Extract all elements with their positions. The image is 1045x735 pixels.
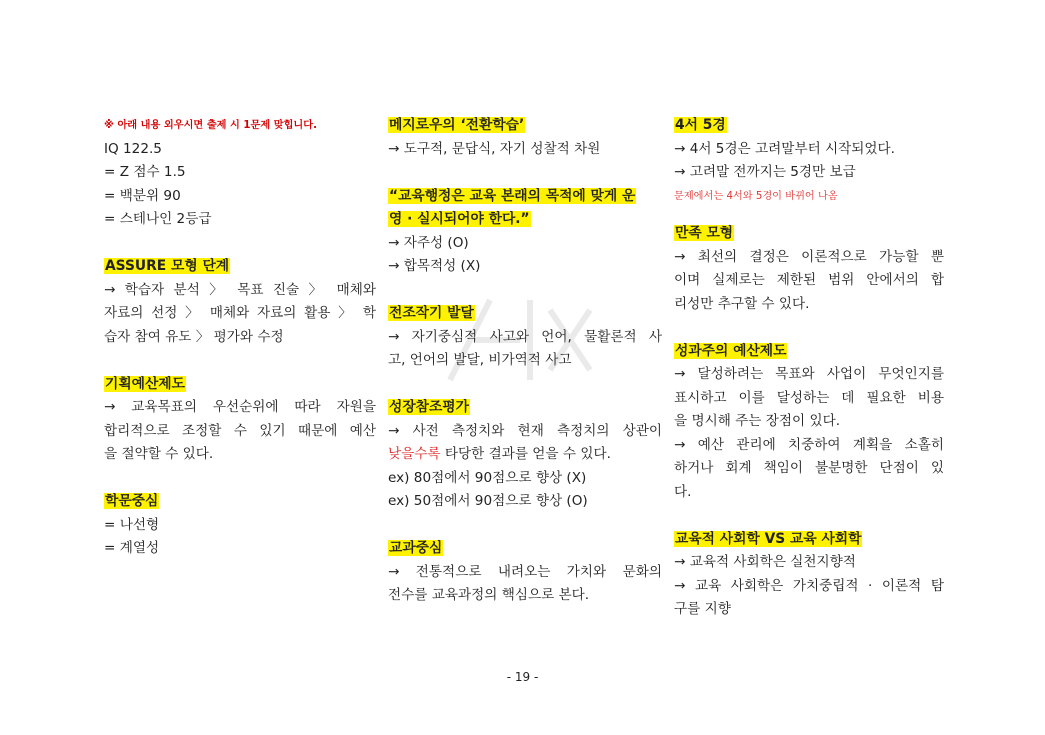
- sociology-line: → 교육 사회학은 가치중립적 · 이론적 탐: [674, 577, 944, 594]
- subject-line: 전수를 교육과정의 핵심으로 본다.: [388, 587, 590, 603]
- sociology-line: 구를 지향: [674, 601, 731, 617]
- section-heading: [388, 396, 662, 420]
- sixbooks-line: → 고려말 전까지는 5경만 보급: [674, 164, 856, 180]
- performance-heading: 성과주의 예산제도: [675, 342, 787, 359]
- growth-example: ex) 80점에서 90점으로 향상 (X): [388, 469, 587, 486]
- section-heading: [388, 302, 662, 326]
- growth-emphasis: 낮을수록: [388, 446, 441, 462]
- satisficing-heading: 만족 모형: [675, 225, 734, 241]
- sociology-line: → 교육적 사회학은 실천지향적: [674, 554, 856, 570]
- assure-heading: ASSURE 모형 단계: [105, 258, 230, 274]
- column-right: [674, 114, 944, 622]
- performance-line: → 예산 관리에 치중하여 계획을 소홀히: [674, 436, 944, 453]
- sixbooks-note: 문제에서는 4서와 5경이 바뀌어 나옴: [674, 190, 838, 202]
- assure-line: → 학습자 분석 〉 목표 진술 〉 매체와: [104, 281, 376, 298]
- discipline-line: = 나선형: [104, 516, 160, 533]
- preop-line: → 자기중심적 사고와 언어, 물활론적 사: [388, 328, 662, 345]
- page-number: - 19 -: [506, 670, 539, 684]
- quote-heading-line: [388, 208, 662, 232]
- section-heading: [104, 373, 376, 397]
- preop-line: 고, 언어의 발달, 비가역적 사고: [388, 352, 572, 368]
- satisficing-line: 리성만 추구할 수 있다.: [674, 295, 810, 312]
- section-heading: [674, 340, 944, 364]
- subject-line: → 전통적으로 내려오는 가치와 문화의: [388, 563, 662, 580]
- discipline-line: = 계열성: [104, 540, 160, 556]
- sixbooks-line: → 4서 5경은 고려말부터 시작되었다.: [674, 140, 896, 157]
- discipline-heading: 학문중심: [105, 493, 159, 509]
- sociology-heading: 교육적 사회학 VS 교육 사회학: [675, 530, 862, 547]
- quote-heading-1: “교육행정은 교육 본래의 목적에 맞게 운: [389, 187, 636, 204]
- growth-line: [388, 443, 662, 467]
- section-heading: [104, 255, 376, 279]
- section-heading: [674, 222, 944, 246]
- quote-heading-line: [388, 185, 662, 209]
- planning-line: 을 절약할 수 있다.: [104, 446, 214, 462]
- growth-line-rest: 타당한 결과를 얻을 수 있다.: [440, 446, 611, 462]
- assure-line: 습자 참여 유도 〉 평가와 수정: [104, 328, 284, 345]
- iq-line: = Z 점수 1.5: [104, 164, 186, 180]
- growth-heading: 성장참조평가: [389, 399, 469, 415]
- growth-line: → 사전 측정치와 현재 측정치의 상관이: [388, 422, 662, 439]
- planning-heading: 기획예산제도: [105, 375, 185, 392]
- section-heading: [388, 114, 662, 138]
- performance-line: 을 명시해 주는 장점이 있다.: [674, 413, 841, 429]
- planning-line: → 교육목표의 우선순위에 따라 자원을: [104, 399, 376, 415]
- assure-line: 자료의 선정 〉 매체와 자료의 활용 〉 학: [104, 305, 376, 321]
- quote-line: → 합목적성 (X): [388, 258, 481, 274]
- performance-line: 표시하고 이를 달성하는 데 필요한 비용: [674, 389, 944, 406]
- subject-heading: 교과중심: [389, 540, 443, 556]
- satisficing-line: 이며 실제로는 제한된 범위 안에서의 합: [674, 272, 944, 288]
- planning-line: 합리적으로 조정할 수 있기 때문에 예산: [104, 422, 376, 439]
- section-heading: [674, 114, 944, 138]
- mezirow-heading: 메지로우의 ‘전환학습’: [389, 117, 525, 133]
- iq-line: IQ 122.5: [104, 140, 162, 157]
- growth-example: ex) 50점에서 90점으로 향상 (O): [388, 493, 588, 509]
- satisficing-line: → 최선의 결정은 이론적으로 가능할 뿐: [674, 248, 944, 265]
- iq-line: = 스테나인 2등급: [104, 211, 212, 227]
- preop-heading: 전조작기 발달: [389, 305, 474, 321]
- section-heading: [104, 490, 376, 514]
- sixbooks-heading: 4서 5경: [675, 117, 726, 133]
- performance-line: 하거나 회계 책임이 불분명한 단점이 있: [674, 460, 944, 476]
- performance-line: 다.: [674, 483, 692, 500]
- section-heading: [388, 537, 662, 561]
- column-left: [104, 114, 376, 561]
- mezirow-line: → 도구적, 문답식, 자기 성찰적 차원: [388, 140, 601, 157]
- iq-line: = 백분위 90: [104, 187, 181, 204]
- notice-text: ※ 아래 내용 외우시면 출제 시 1문제 맞힙니다.: [104, 120, 317, 131]
- performance-line: → 달성하려는 목표와 사업이 무엇인지를: [674, 366, 944, 382]
- column-middle: [388, 114, 662, 608]
- section-heading: [674, 528, 944, 552]
- quote-heading-2: 영 · 실시되어야 한다.”: [389, 211, 530, 227]
- quote-line: → 자주성 (O): [388, 234, 469, 251]
